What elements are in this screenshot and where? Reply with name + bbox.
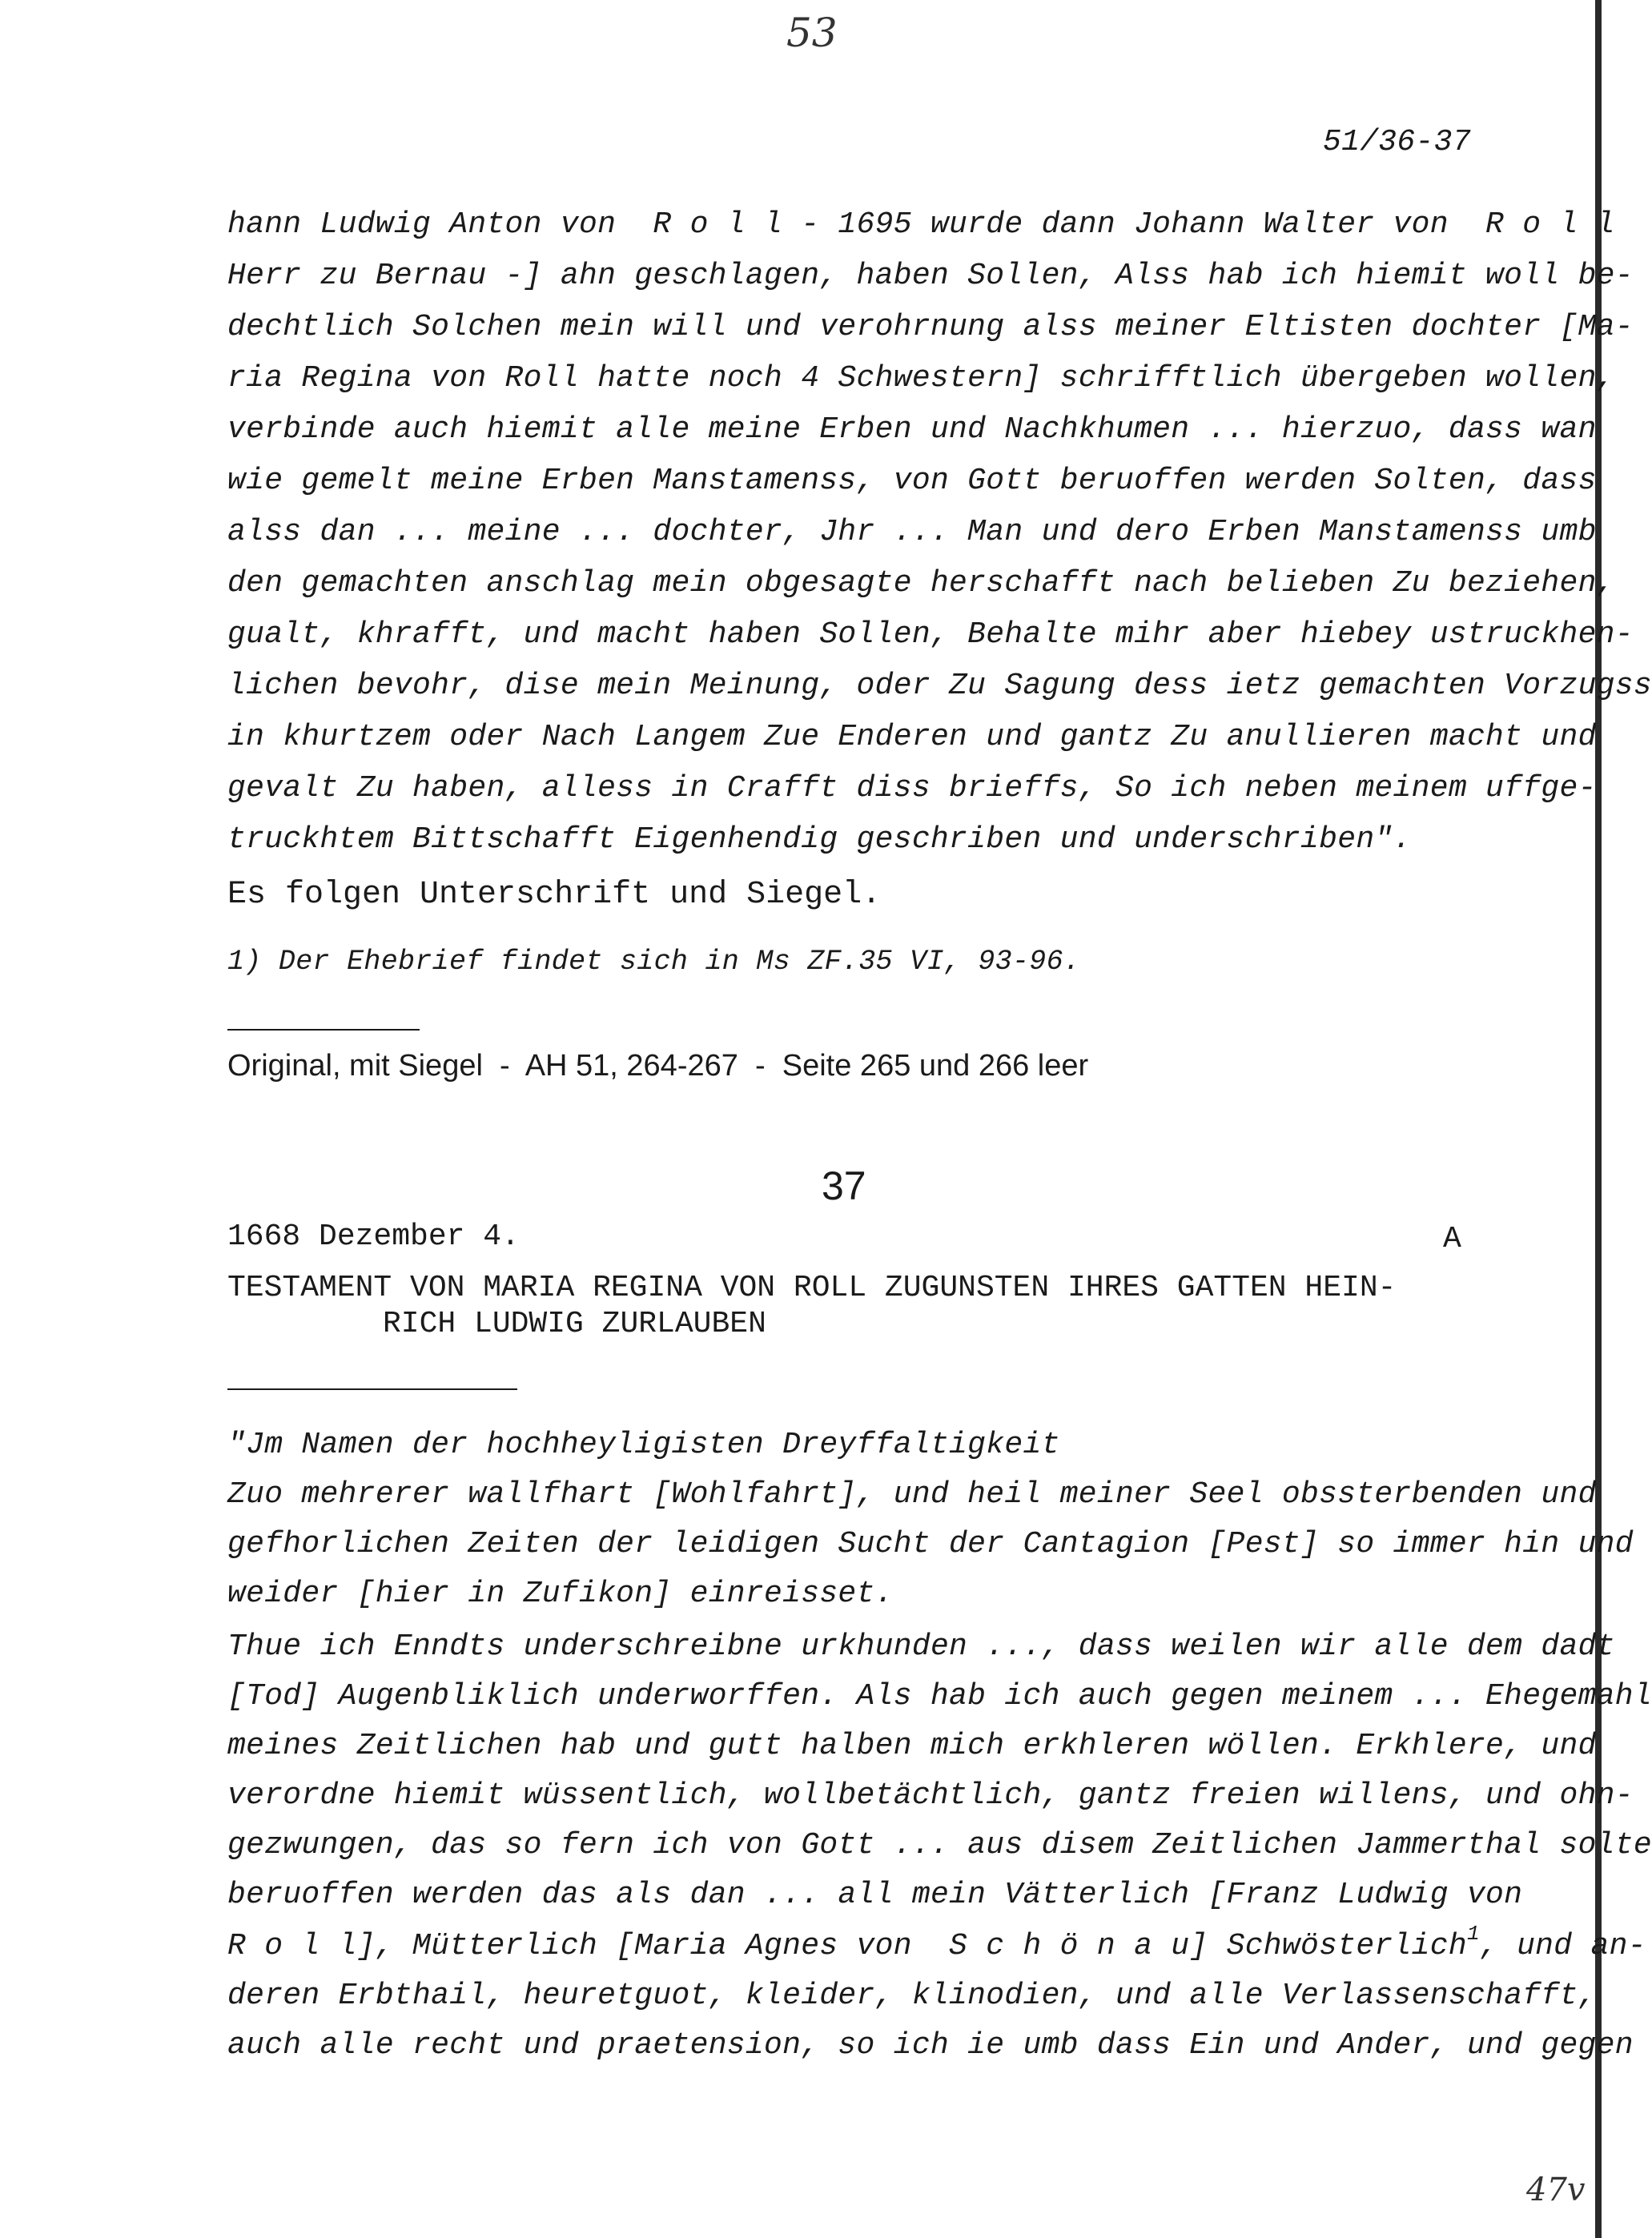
text-line: "Jm Namen der hochheyligisten Dreyffaltigkeit <box>227 1428 1060 1462</box>
text-line: gevalt Zu haben, alless in Crafft diss brieffs, So ich neben meinem uffge- <box>227 771 1597 806</box>
source-note: Original, mit Siegel - AH 51, 264-267 - Seite 265 und 266 leer <box>227 1049 1089 1083</box>
text-line: verbinde auch hiemit alle meine Erben und Nachkhumen ... hierzuo, dass wan <box>227 412 1597 447</box>
text-line: dechtlich Solchen mein will und verohrnung alss meiner Eltisten dochter [Ma- <box>227 310 1634 344</box>
text-line: den gemachten anschlag mein obgesagte herschafft nach belieben Zu beziehen, <box>227 566 1615 601</box>
heading-line: TESTAMENT VON MARIA REGINA VON ROLL ZUGUNSTEN IHRES GATTEN HEIN- <box>227 1271 1397 1305</box>
text-line: truckhtem Bittschafft Eigenhendig geschriben und underschriben". <box>227 822 1412 857</box>
text-line: deren Erbthail, heuretguot, kleider, klinodien, und alle Verlassenschafft, <box>227 1979 1597 2013</box>
footnote: 1) Der Ehebrief findet sich in Ms ZF.35 VI, 93-96. <box>227 946 1081 978</box>
folio-mark: 47v <box>1526 2172 1586 2208</box>
text-line: Zuo mehrerer wallfhart [Wohlfahrt], und heil meiner Seel obssterbenden und <box>227 1477 1597 1512</box>
text-line: gefhorlichen Zeiten der leidigen Sucht der Cantagion [Pest] so immer hin und <box>227 1527 1634 1561</box>
separator-rule <box>227 1029 420 1031</box>
text-line: Thue ich Enndts underschreibne urkhunden ..., dass weilen wir alle dem dadt <box>227 1629 1615 1664</box>
document-number: 37 <box>822 1163 866 1208</box>
archive-mark: 53 <box>786 10 838 56</box>
text-line: gualt, khrafft, und macht haben Sollen, Behalte mihr aber hiebey ustruckhen- <box>227 617 1634 652</box>
separator-rule <box>227 1388 517 1390</box>
text-line: [Tod] Augenbliklich underworffen. Als hab ich auch gegen meinem ... Ehegemahl <box>227 1679 1652 1714</box>
signature-note: Es folgen Unterschrift und Siegel. <box>227 877 882 913</box>
document-date: 1668 Dezember 4. <box>227 1219 520 1254</box>
text-line: lichen bevohr, dise mein Meinung, oder Zu Sagung dess ietz gemachten Vorzugss <box>227 669 1652 703</box>
text-line: ria Regina von Roll hatte noch 4 Schwestern] schrifftlich übergeben wollen, <box>227 361 1615 396</box>
text-line: beruoffen werden das als dan ... all mein Vätterlich [Franz Ludwig von <box>227 1878 1523 1912</box>
text-line: verordne hiemit wüssentlich, wollbetächtlich, gantz freien willens, und ohn- <box>227 1778 1634 1813</box>
footnote-marker: 1 <box>1466 1922 1480 1946</box>
text-line: alss dan ... meine ... dochter, Jhr ... Man und dero Erben Manstamenss umb <box>227 515 1597 549</box>
text-line: meines Zeitlichen hab und gutt halben mich erkhleren wöllen. Erkhlere, und <box>227 1729 1597 1763</box>
text-segment: , und an- <box>1479 1929 1646 1963</box>
text-line: Herr zu Bernau -] ahn geschlagen, haben Sollen, Alss hab ich hiemit woll be- <box>227 259 1634 293</box>
heading-line: RICH LUDWIG ZURLAUBEN <box>383 1307 766 1341</box>
text-line: auch alle recht und praetension, so ich ie umb dass Ein und Ander, und gegen <box>227 2028 1634 2063</box>
text-segment: R o l l], Mütterlich [Maria Agnes von S c h ö n a u] Schwösterlich <box>227 1929 1467 1963</box>
text-line: hann Ludwig Anton von R o l l - 1695 wurde dann Johann Walter von R o l l <box>227 207 1615 242</box>
page-reference: 51/36-37 <box>1323 125 1471 159</box>
text-line: gezwungen, das so fern ich von Gott ... aus disem Zeitlichen Jammerthal solte <box>227 1828 1652 1862</box>
text-line: weider [hier in Zufikon] einreisset. <box>227 1577 894 1611</box>
text-line: wie gemelt meine Erben Manstamenss, von Gott beruoffen werden Solten, dass <box>227 464 1597 498</box>
text-line: in khurtzem oder Nach Langem Zue Enderen und gantz Zu anullieren macht und <box>227 720 1597 754</box>
document-letter: A <box>1443 1222 1461 1256</box>
text-line <box>227 1922 1646 1963</box>
